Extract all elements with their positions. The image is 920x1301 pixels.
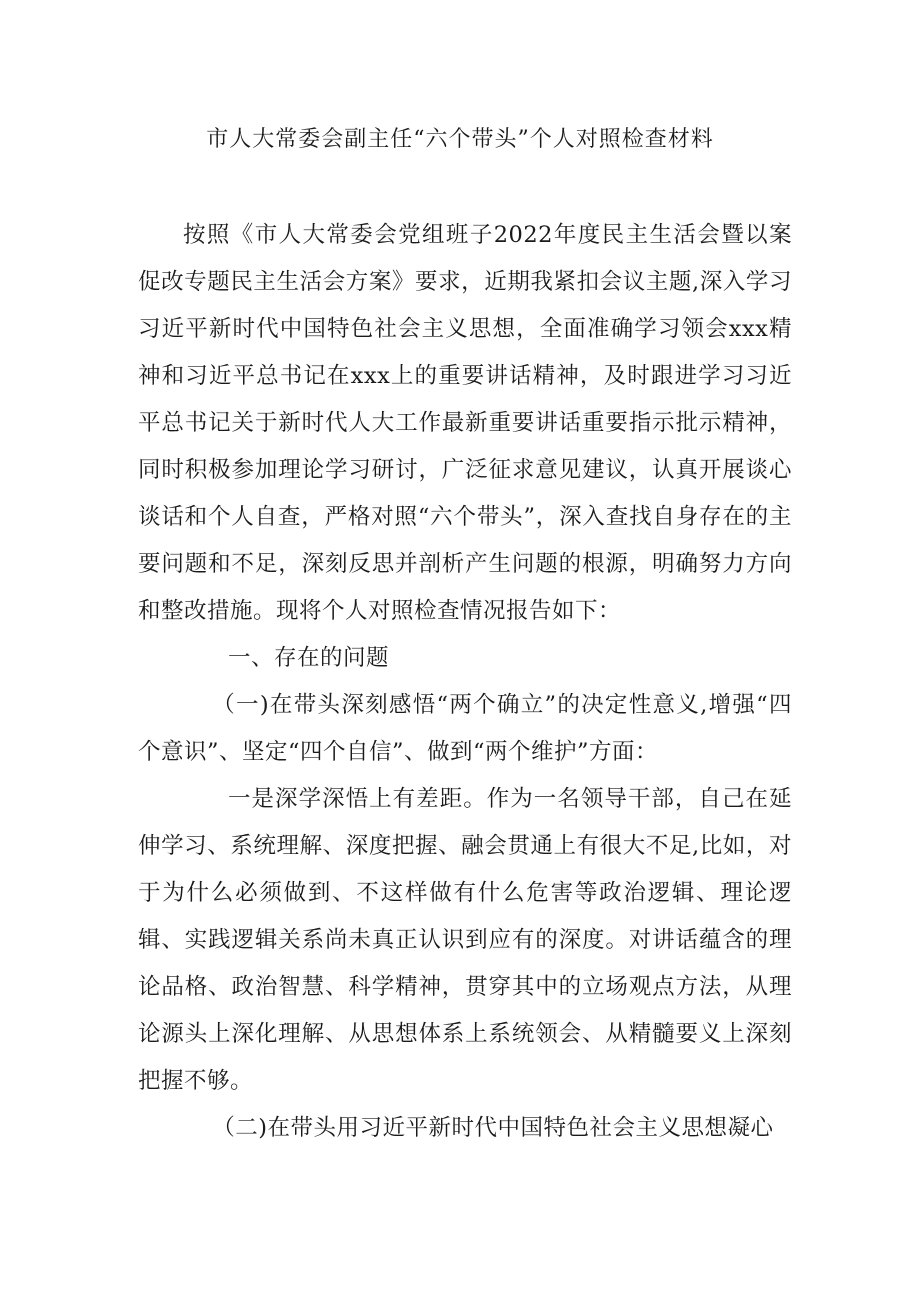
subsection-heading-2: （二)在带头用习近平新时代中国特色社会主义思想凝心 [212,1115,774,1141]
subsection-heading-1: （一)在带头深刻感悟“两个确立”的决定性意义,增强“四个意识”、坚定“四个自信”、做到“两个维护”方面： [138,692,792,765]
intro-paragraph: 按照《市人大常委会党组班子2022年度民主生活会暨以案促改专题民主生活会方案》要求，近期我紧扣会议主题,深入学习习近平新时代中国特色社会主义思想，全面准确学习领会xxx精神和习近平总书记在xxx上的重要讲话精神，及时跟进学习习近平总书记关于新时代人大工作最新重要讲话重要指示批示精神，同时积极参加理论学习研讨，广泛征求意见建议，认真开展谈心谈话和个人自查，严格对照“六个带头”，深入查找自身存在的主要问题和不足，深刻反思并剖析产生问题的根源，明确努力方向和整改措施。现将个人对照检查情况报告如下： [138,222,792,624]
point-paragraph-1: 一是深学深悟上有差距。作为一名领导干部，自己在延伸学习、系统理解、深度把握、融会贯通上有很大不足,比如，对于为什么必须做到、不这样做有什么危害等政治逻辑、理论逻辑、实践逻辑关系尚未真正认识到应有的深度。对讲话蕴含的理论品格、政治智慧、科学精神，贯穿其中的立场观点方法，从理论源头上深化理解、从思想体系上系统领会、从精髓要义上深刻把握不够。 [138,786,792,1094]
document-title: 市人大常委会副主任“六个带头”个人对照检查材料 [206,127,714,152]
section-heading-problems: 一、存在的问题 [228,645,390,671]
document-body [138,212,792,1152]
